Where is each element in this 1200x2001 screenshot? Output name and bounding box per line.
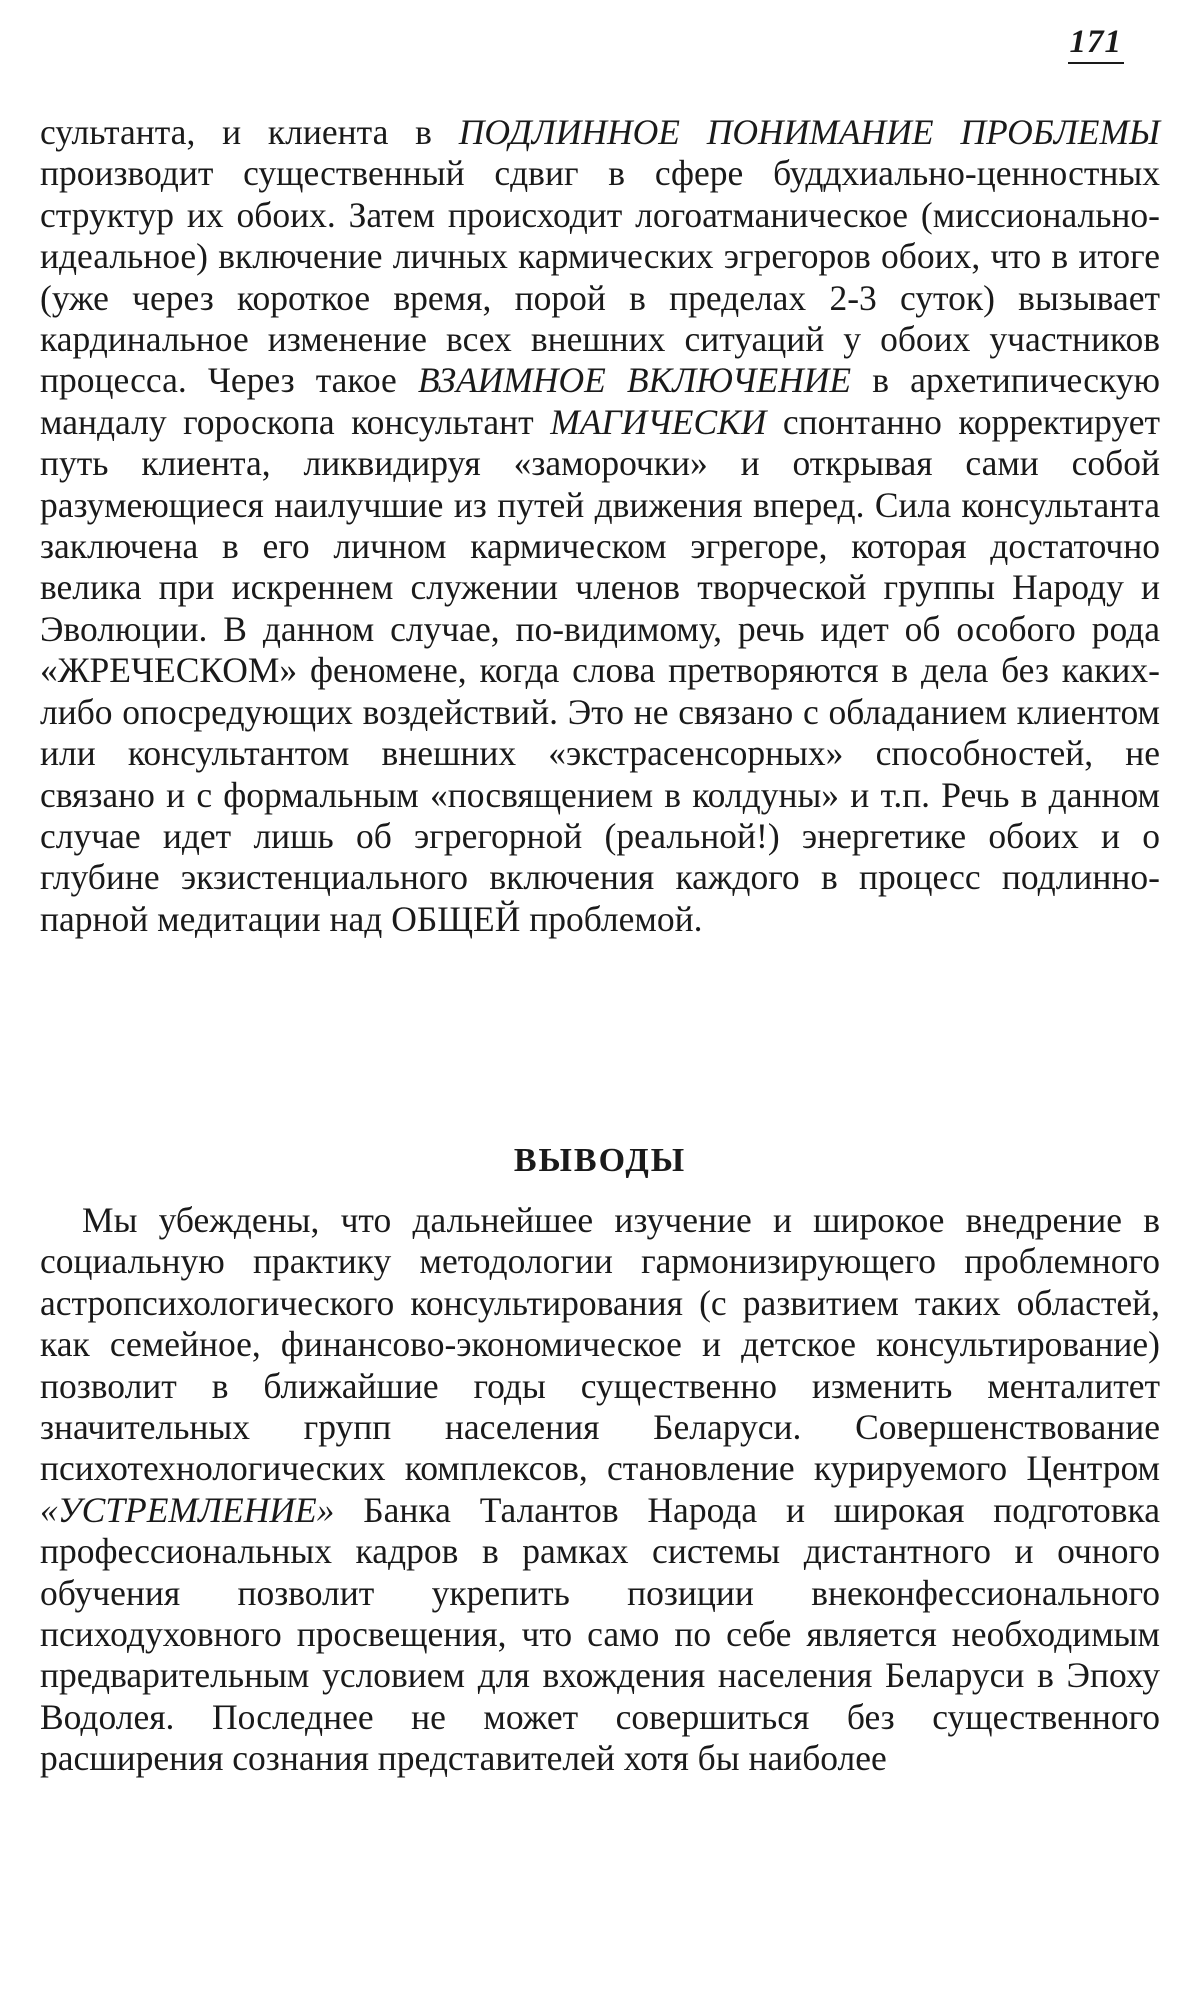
body-paragraph-2 (40, 1200, 1160, 1780)
text-run: в архетипическую мандалу гороскопа консультант (40, 360, 1160, 442)
paragraph-text (40, 112, 1160, 940)
text-run: производит существенный сдвиг в сфере буддхиально-ценностных структур их обоих. Затем происходит логоатманическое (миссионально-идеальное) включение личных кармических эгрегоров обоих, что в итоге (уже через короткое время, порой в пределах 2-3 суток) вызывает кардинальное изменение всех внешних ситуаций у обоих участников процесса. Через такое (40, 153, 1160, 401)
body-paragraph-1 (40, 112, 1160, 940)
paragraph-text (40, 1200, 1160, 1780)
emphasis-text: «УСТРЕМЛЕНИЕ» (40, 1489, 335, 1530)
section-heading: ВЫВОДЫ (513, 1142, 687, 1179)
text-run: спонтанно корректирует путь клиента, ликвидируя «заморочки» и открывая сами собой разумеющиеся наилучшие из путей движения вперед. Сила консультанта заключена в его личном кармическом эгрегоре, которая достаточно велика при искреннем служении членов творческой группы Народу и Эволюции. В данном случае, по-видимому, речь идет об особого рода «ЖРЕЧЕСКОМ» феномене, когда слова претворяются в дела без каких-либо опосредующих воздействий. Это не связано с обладанием клиентом или консультантом внешних «экстрасенсорных» способностей, не связано и с формальным «посвящением в колдуны» и т.п. Речь в данном случае идет лишь об эгрегорной (реальной!) энергетике обоих и о глубине экзистенциального включения каждого в процесс подлинно-парной медитации над ОБЩЕЙ проблемой. (40, 401, 1160, 939)
emphasis-text: ВЗАИМНОЕ ВКЛЮЧЕНИЕ (417, 360, 852, 401)
emphasis-text: МАГИЧЕСКИ (550, 401, 767, 442)
emphasis-text: ПОДЛИННОЕ ПОНИМАНИЕ ПРОБЛЕМЫ (458, 112, 1161, 152)
text-run: сультанта, и клиента в (40, 112, 459, 152)
text-run: Мы убеждены, что дальнейшее изучение и широкое внедрение в социальную практику методологии гармонизирующего проблемного астропсихологического консультирования (с развитием таких областей, как семейное, финансово-экономическое и детское консультирование) позволит в ближайшие годы существенно изменить менталитет значительных групп населения Беларуси. Совершенствование психотехнологических комплексов, становление курируемого Центром (40, 1200, 1160, 1489)
text-run: Банка Талантов Народа и широкая подготовка профессиональных кадров в рамках системы дистантного и очного обучения позволит укрепить позиции внеконфессионального психодуховного просвещения, что само по себе является необходимым предварительным условием для вхождения населения Беларуси в Эпоху Водолея. Последнее не может совершиться без существенного расширения сознания представителей хотя бы наиболее (40, 1489, 1160, 1779)
page-number: 171 (1068, 22, 1125, 64)
